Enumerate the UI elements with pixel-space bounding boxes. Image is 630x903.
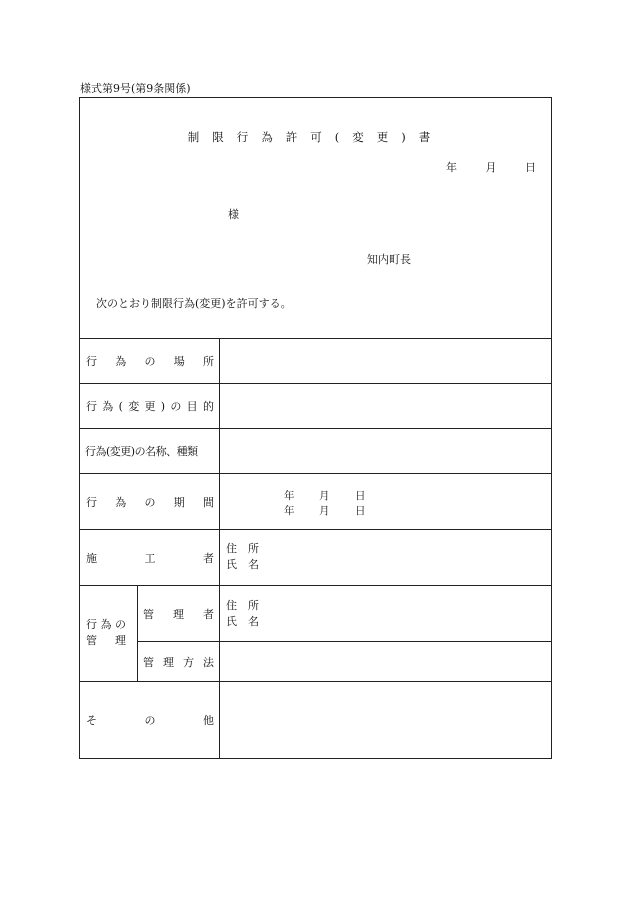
location-label: 行 為 の 場 所 [86, 355, 214, 368]
manager-address-label: 住 所 [226, 599, 259, 612]
date-month-label: 月 [485, 161, 497, 174]
form-title: 制限行為許可(変更)書 [187, 130, 444, 144]
date-year-label: 年 [446, 161, 457, 174]
purpose-field[interactable] [220, 384, 552, 428]
contractor-label: 施 工 者 [86, 551, 214, 565]
date-day-label: 日 [525, 161, 536, 174]
issuer-name: 知内町長 [367, 253, 411, 266]
location-field[interactable] [220, 339, 552, 383]
period-end[interactable]: 年 月 日 [284, 505, 366, 517]
contractor-name-label: 氏 名 [226, 558, 259, 571]
name-type-field[interactable] [220, 429, 552, 473]
permit-form [79, 97, 552, 759]
contractor-fields[interactable] [226, 541, 259, 573]
form-number: 様式第9号(第9条関係) [80, 82, 191, 95]
other-label: そ の 他 [86, 714, 214, 727]
permit-statement: 次のとおり制限行為(変更)を許可する。 [96, 297, 292, 310]
period-label: 行 為 の 期 間 [86, 495, 214, 509]
name-type-label: 行為(変更)の名称、種類 [85, 445, 198, 458]
issue-date [446, 159, 536, 175]
other-field[interactable] [220, 682, 552, 758]
management-method-label: 管 理 方 法 [143, 655, 214, 669]
purpose-label: 行 為 ( 変 更 ) の 目 的 [86, 399, 214, 413]
recipient-suffix: 様 [228, 208, 239, 221]
contractor-address-label: 住 所 [226, 542, 259, 555]
management-method-field[interactable] [220, 642, 552, 681]
manager-fields[interactable] [226, 598, 259, 630]
column-divider [137, 585, 138, 681]
manager-label: 管 理 者 [143, 607, 214, 621]
manager-name-label: 氏 名 [226, 615, 259, 628]
period-start[interactable]: 年 月 日 [284, 490, 366, 502]
management-group-label: 行 為 の 管 理 [86, 618, 126, 647]
